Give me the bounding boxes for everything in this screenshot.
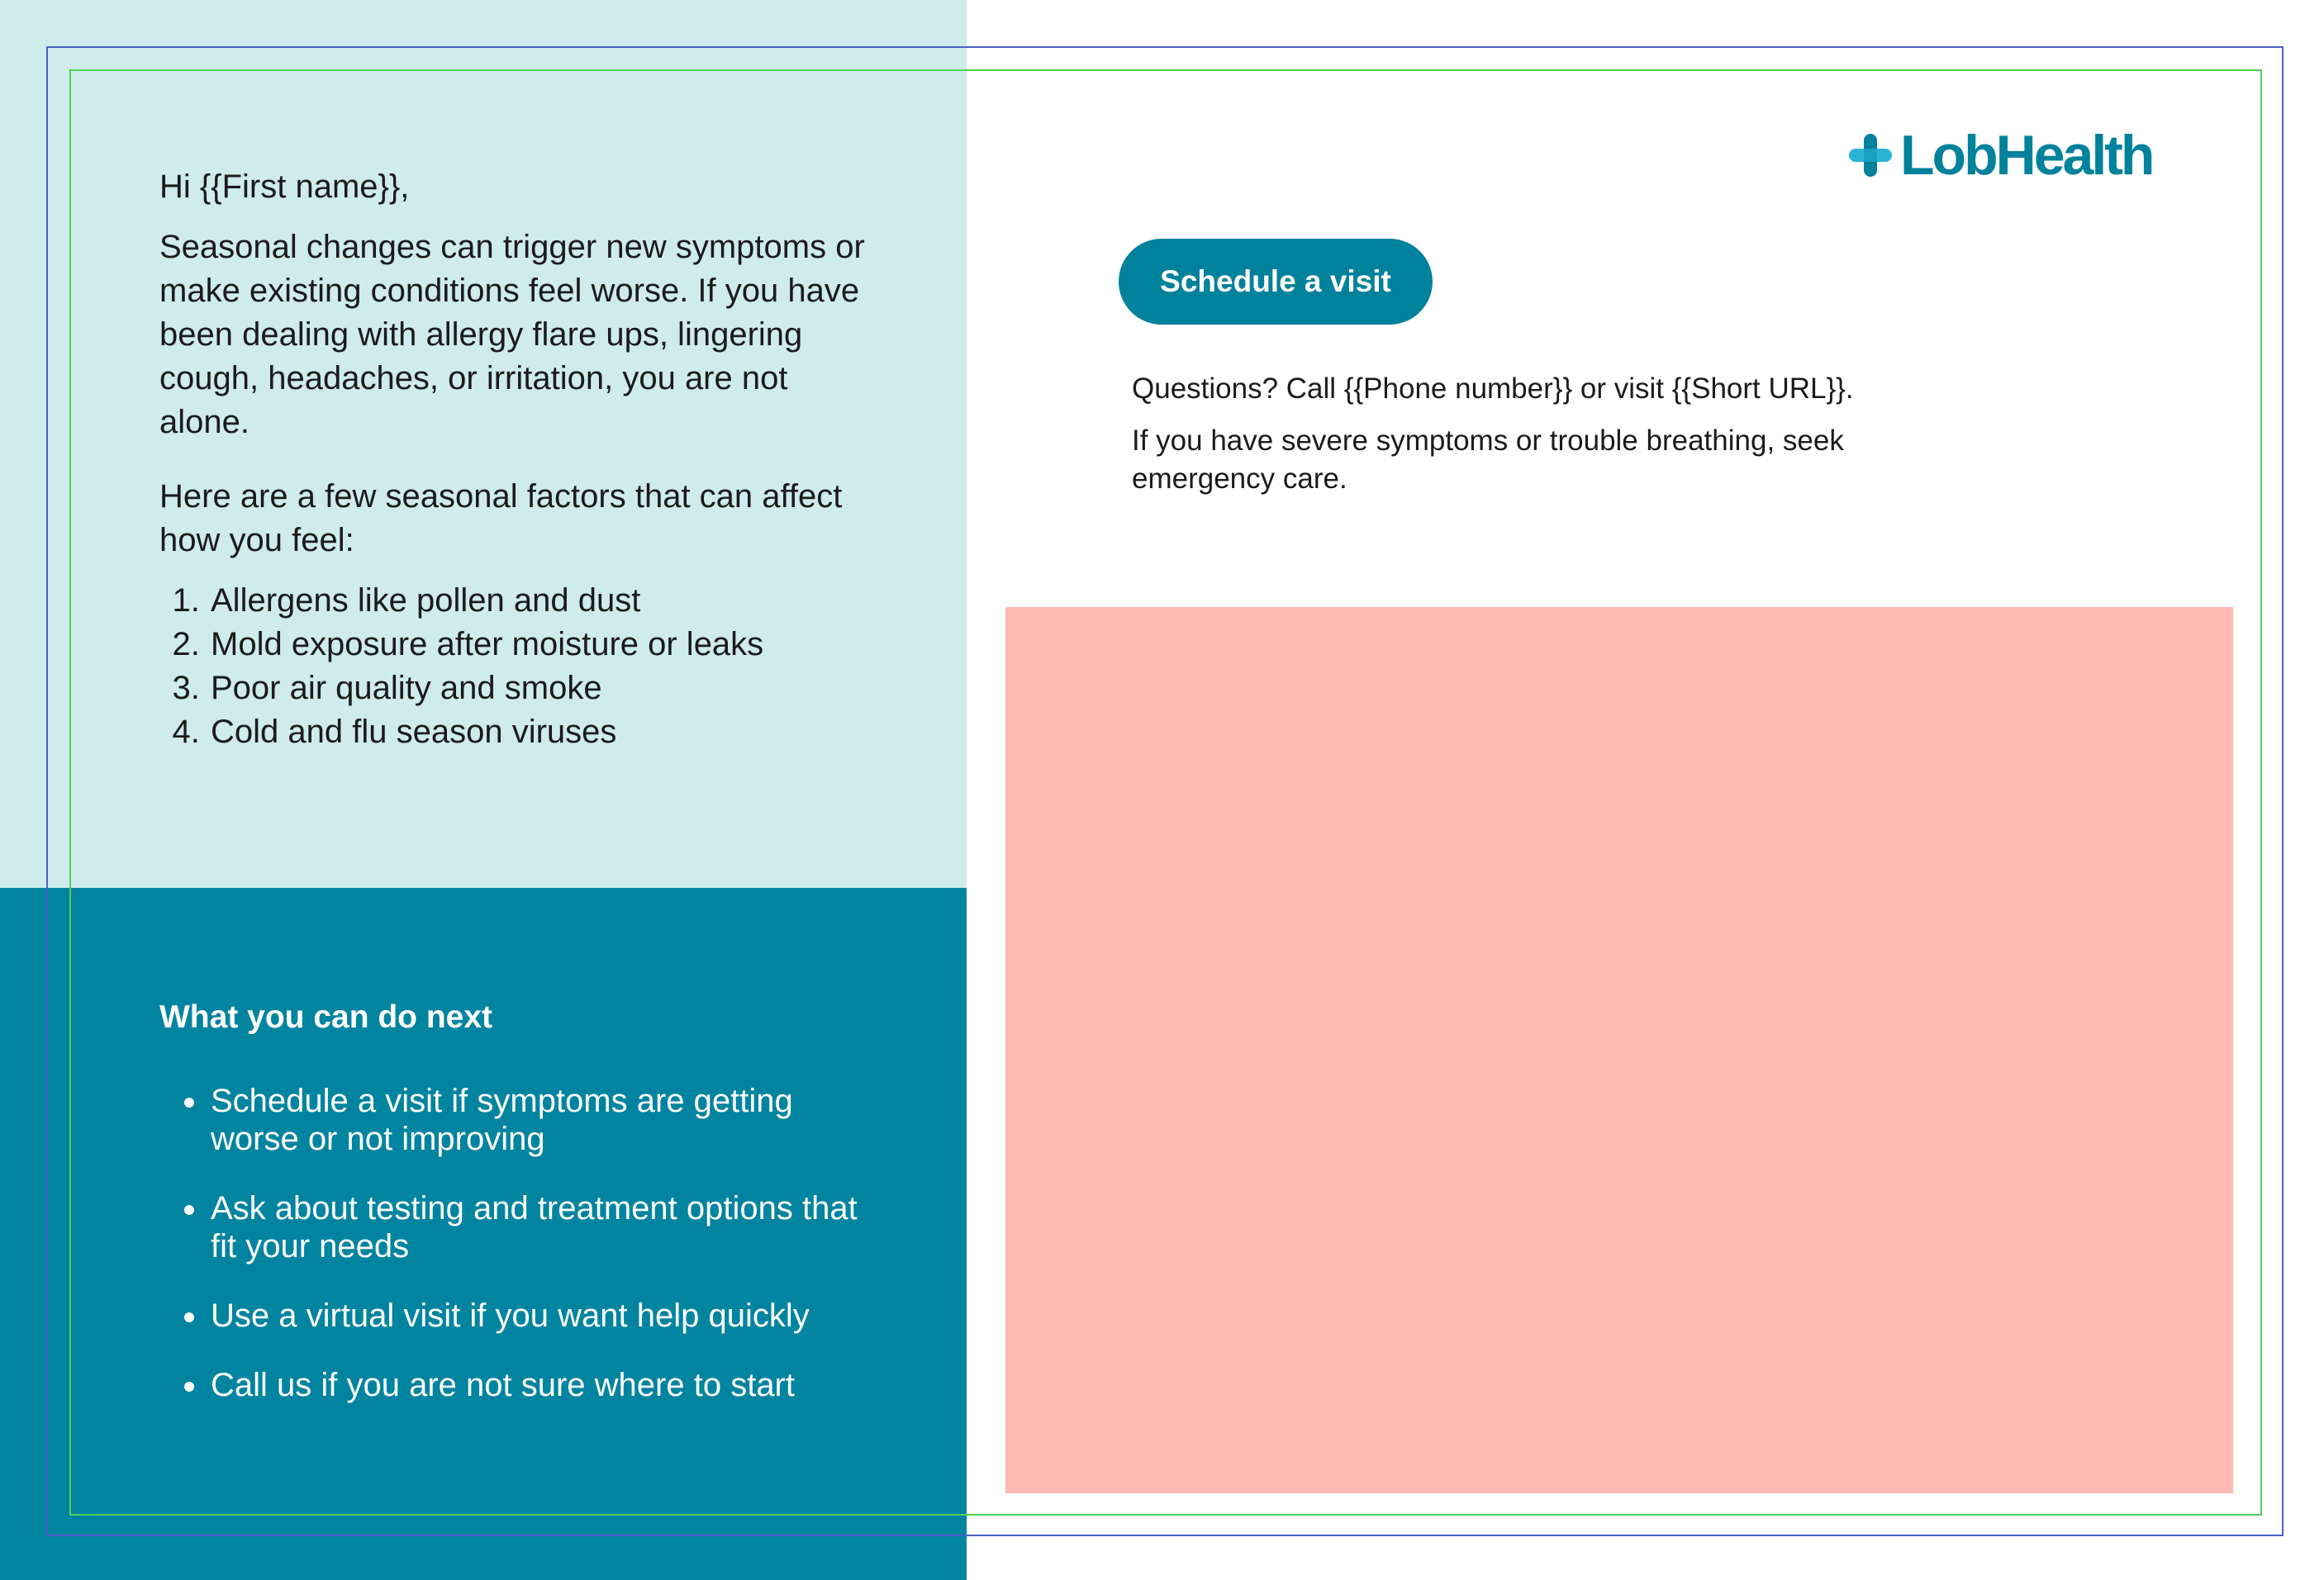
list-item: • Ask about testing and treatment options that fit your needs	[209, 1189, 886, 1265]
next-steps-title: What you can do next	[159, 999, 493, 1035]
factors-intro: Here are a few seasonal factors that can affect how you feel:	[159, 478, 843, 558]
questions-text: Questions? Call {{Phone number}} or visit {{Short URL}}.	[1132, 372, 1854, 405]
letter-body	[159, 165, 886, 754]
list-item: 3. Poor air quality and smoke	[209, 667, 886, 710]
factors-list	[159, 579, 886, 754]
image-placeholder	[1005, 607, 2233, 1493]
list-item: 1. Allergens like pollen and dust	[209, 579, 886, 623]
list-item: • Call us if you are not sure where to start	[209, 1366, 886, 1404]
intro-paragraph: Seasonal changes can trigger new symptoms or make existing conditions feel worse. If you have been dealing with allergy flare ups, lingering cough, headaches, or irritation, you are not alone.	[159, 229, 865, 440]
list-item: • Use a virtual visit if you want help quickly	[209, 1297, 886, 1335]
next-steps-list	[159, 1082, 886, 1435]
schedule-visit-button[interactable]: Schedule a visit	[1119, 239, 1433, 325]
list-item: • Schedule a visit if symptoms are getting worse or not improving	[209, 1082, 886, 1158]
emergency-text: If you have severe symptoms or trouble breathing, seek emergency care.	[1132, 425, 1844, 495]
plus-cross-icon	[1847, 132, 1894, 178]
brand-name: LobHealth	[1900, 124, 2153, 187]
contact-info	[1132, 370, 1900, 512]
list-item: 4. Cold and flu season viruses	[209, 710, 886, 754]
greeting: Hi {{First name}},	[159, 168, 410, 205]
brand-logo	[1847, 124, 2153, 187]
list-item: 2. Mold exposure after moisture or leaks	[209, 623, 886, 667]
